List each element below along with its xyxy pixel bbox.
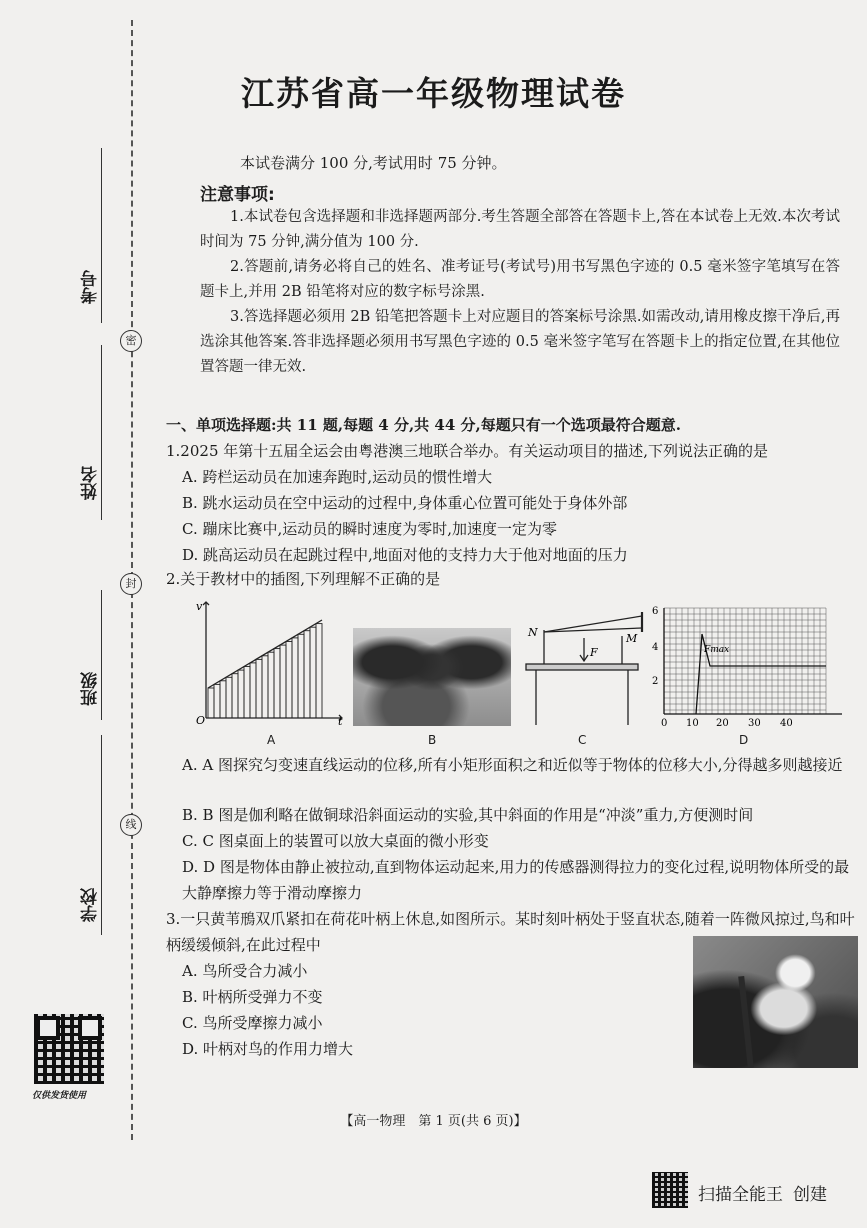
figure-b-photo [353, 628, 511, 726]
question-1-stem: 1.2025 年第十五届全运会由粤港澳三地联合举办。有关运动项目的描述,下列说法正确的是 [166, 442, 769, 460]
fig-a-rect [244, 667, 250, 719]
scanner-app-name: 扫描全能王 [698, 1185, 783, 1205]
question-1-option-a: A. 跨栏运动员在加速奔跑时,运动员的惯性增大 [182, 468, 493, 486]
fig-a-rect [226, 677, 232, 718]
section-heading: 一、单项选择题:共 11 题,每题 4 分,共 44 分,每题只有一个选项最符合题意. [166, 416, 681, 434]
question-2-option-d: D. D 图是物体由静止被拉动,直到物体运动起来,用力的传感器测得拉力的变化过程,说明物体所受的最大静摩擦力等于滑动摩擦力 [182, 858, 850, 902]
qr-caption: 仅供发货使用 [32, 1091, 87, 1101]
field-line-school[interactable] [101, 735, 102, 935]
fig-a-rect [232, 674, 238, 718]
figure-d-label: D [739, 733, 749, 747]
figure-b-label: B [428, 733, 437, 747]
scanner-qr-icon [652, 1172, 688, 1208]
exam-subtitle: 本试卷满分 100 分,考试用时 75 分钟。 [240, 154, 507, 172]
fig-c-m-label: M [626, 632, 638, 645]
note-item-3: 3.答选择题必须用 2B 铅笔把答题卡上对应题目的答案标号涂黑.如需改动,请用橡皮擦干净后,再选涂其他答案.答非选择题必须用书写黑色字迹的 0.5 毫米签字笔写在答题卡上的指定位置,在其他位置答题一律无效. [200, 309, 840, 375]
question-3-option-c: C. 鸟所受摩擦力减小 [182, 1014, 323, 1032]
scanner-watermark [698, 1180, 827, 1205]
notes-heading: 注意事项: [200, 185, 275, 205]
fig-c-n-label: N [528, 626, 538, 639]
fig-a-rect [274, 649, 280, 718]
fig-a-y-label: v [196, 600, 203, 613]
seal-mark-feng: 封 [120, 573, 142, 595]
fig-a-rect [310, 627, 316, 718]
question-3-option-b: B. 叶柄所受弹力不变 [182, 988, 323, 1006]
question-3-option-d: D. 叶柄对鸟的作用力增大 [182, 1040, 354, 1058]
note-item-2: 2.答题前,请务必将自己的姓名、准考证号(考试号)用书写黑色字迹的 0.5 毫米签字笔填写在答题卡上,并用 2B 铅笔将对应的数字标号涂黑. [200, 259, 840, 300]
field-line-name[interactable] [101, 345, 102, 520]
question-2-option-c: C. C 图桌面上的装置可以放大桌面的微小形变 [182, 832, 489, 850]
field-label-exam-number: 考号 [81, 270, 101, 304]
fig-d-x-tick-30: 30 [748, 718, 761, 729]
question-2-stem: 2.关于教材中的插图,下列理解不正确的是 [166, 570, 441, 588]
fig-d-y-tick-6: 6 [652, 606, 659, 617]
fig-a-rect [256, 659, 262, 718]
figure-c-apparatus [518, 610, 648, 728]
fig-d-fmax-label: Fmax [704, 645, 730, 655]
fig-a-rect [214, 684, 220, 718]
field-label-class: 班级 [81, 672, 101, 706]
fig-a-rect [280, 645, 286, 718]
question-1-option-c: C. 蹦床比赛中,运动员的瞬时速度为零时,加速度一定为零 [182, 520, 558, 538]
exam-title: 江苏省高一年级物理试卷 [241, 74, 626, 113]
fig-c-f-label: F [590, 646, 598, 659]
question-2-option-a: A. A 图探究匀变速直线运动的位移,所有小矩形面积之和近似等于物体的位移大小,分得越多则越接近 [182, 756, 843, 774]
page-footer: 【高一物理 第 1 页(共 6 页)】 [340, 1114, 527, 1129]
fig-a-rect [220, 681, 226, 718]
field-label-name: 姓名 [81, 466, 101, 500]
figure-a-label: A [267, 733, 276, 747]
seal-mark-mi: 密 [120, 330, 142, 352]
seal-mark-xian: 线 [120, 814, 142, 836]
fig-a-rect [292, 638, 298, 718]
fig-a-rect [304, 631, 310, 718]
field-line-class[interactable] [101, 590, 102, 720]
question-3-option-a: A. 鸟所受合力减小 [182, 962, 308, 980]
field-label-school: 学校 [81, 888, 101, 922]
question-2-option-b: B. B 图是伽利略在做铜球沿斜面运动的实验,其中斜面的作用是“冲淡”重力,方便测时间 [182, 806, 754, 824]
fig-a-rect [250, 663, 256, 718]
field-line-exam-number[interactable] [101, 148, 102, 323]
fig-d-x-tick-10: 10 [686, 718, 699, 729]
fig-d-x-tick-0: 0 [661, 718, 668, 729]
fig-a-x-label: t [338, 715, 343, 726]
fig-d-y-tick-2: 2 [652, 676, 659, 687]
fig-a-rect [262, 656, 268, 718]
fig-a-rect [208, 688, 214, 718]
question-1-option-b: B. 跳水运动员在空中运动的过程中,身体重心位置可能处于身体外部 [182, 494, 628, 512]
fig-a-rect [268, 652, 274, 718]
question-3-stem: 3.一只黄苇鳽双爪紧扣在荷花叶柄上休息,如图所示。某时刻叶柄处于竖直状态,随着一阵微风掠过,鸟和叶柄缓缓倾斜,在此过程中 [166, 910, 855, 954]
figure-a-vt-graph [194, 596, 346, 726]
fig-a-rect [238, 670, 244, 718]
fig-d-y-tick-4: 4 [652, 642, 659, 653]
figure-c-label: C [578, 733, 587, 747]
fig-a-rect [286, 642, 292, 719]
fig-a-rect [298, 634, 304, 718]
fig-d-x-tick-20: 20 [716, 718, 729, 729]
fig-d-x-tick-40: 40 [780, 718, 793, 729]
figure-d-force-graph [650, 604, 850, 730]
note-item-1: 1.本试卷包含选择题和非选择题两部分.考生答题全部答在答题卡上,答在本试卷上无效.本次考试时间为 75 分钟,满分值为 100 分. [200, 209, 840, 250]
scanner-action: 创建 [793, 1185, 827, 1205]
bird-on-lotus-stem-photo [693, 936, 858, 1068]
question-1-option-d: D. 跳高运动员在起跳过程中,地面对他的支持力大于他对地面的压力 [182, 546, 628, 564]
qr-code-image [34, 1014, 104, 1084]
fig-a-origin: O [196, 714, 206, 726]
fig-a-rect [316, 624, 322, 718]
